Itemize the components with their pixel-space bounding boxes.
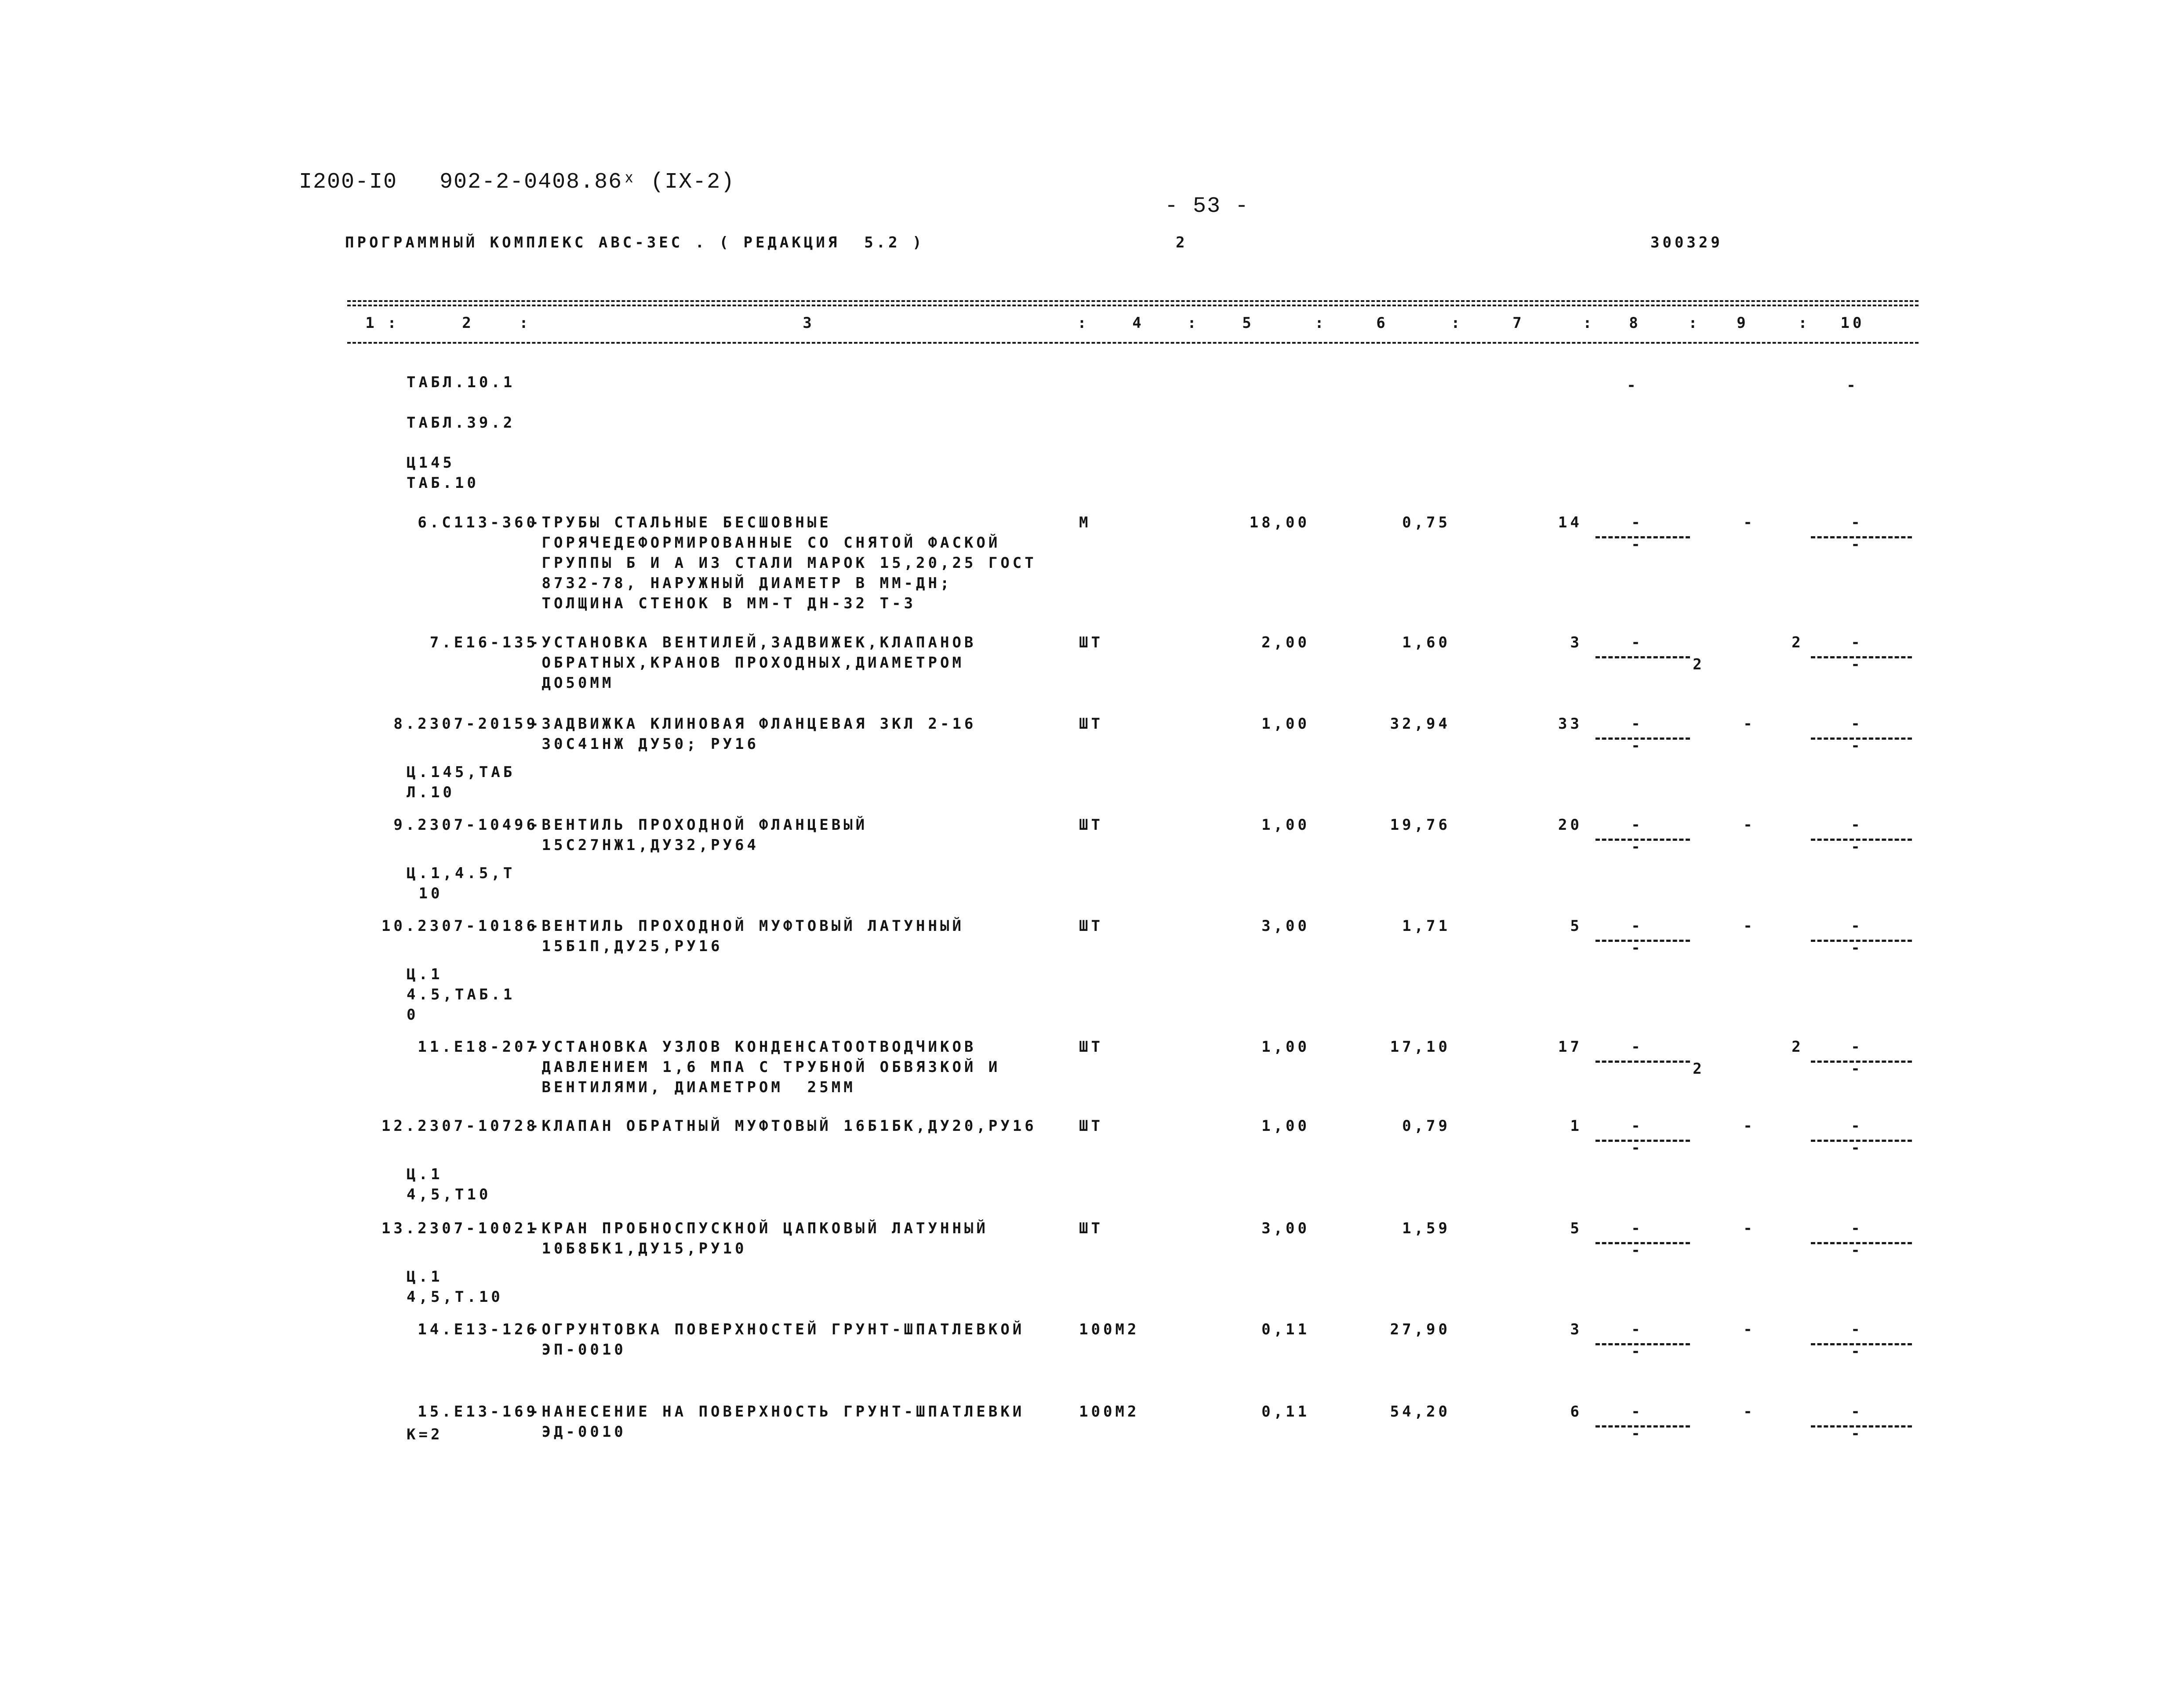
row-col8-top: - <box>1631 1321 1643 1338</box>
row-quantity: 1,00 <box>1261 1117 1310 1135</box>
row-unit: ШТ <box>1079 917 1103 935</box>
pre-note-2: ТАБЛ.39.2 <box>407 414 516 432</box>
row-note: Ц.1,4.5,Т 10 <box>407 865 516 902</box>
row-unit: ШТ <box>1079 1117 1103 1135</box>
pre-note-1: ТАБЛ.10.1 <box>407 374 516 391</box>
row-unit-price: 0,79 <box>1402 1117 1450 1135</box>
column-number-10: 10 <box>1840 314 1865 332</box>
row-col10-top: - <box>1851 634 1863 651</box>
row-unit: 100М2 <box>1079 1403 1140 1420</box>
column-number-3: 3 <box>803 314 815 332</box>
column-number-5: 5 <box>1242 314 1254 332</box>
row-total: 3 <box>1570 634 1582 651</box>
row-col10-bottom: - <box>1851 536 1863 553</box>
row-col10-top: - <box>1851 816 1863 834</box>
row-col8-top: - <box>1631 1220 1643 1237</box>
row-unit-price: 17,10 <box>1390 1038 1450 1056</box>
row-unit: ШТ <box>1079 816 1103 834</box>
row-col10-top: - <box>1851 1117 1863 1135</box>
column-number-2: 2 <box>462 314 474 332</box>
row-description: -ТРУБЫ СТАЛЬНЫЕ БЕСШОВНЫЕ ГОРЯЧЕДЕФОРМИРОВАННЫЕ СО СНЯТОЙ ФАСКОЙ ГРУППЫ Б И А ИЗ СТАЛИ МАРОК 15,20,25 ГОСТ 8732-78, НАРУЖНЫЙ ДИАМЕТР В ММ-ДН; ТОЛЩИНА СТЕНОК В ММ-Т ДН-32 Т-3 <box>530 514 1037 612</box>
row-col8-top: - <box>1631 634 1643 651</box>
row-col10-top: - <box>1851 1321 1863 1338</box>
pre-note-3: Ц145 ТАБ.10 <box>407 454 479 492</box>
row-col10-top: - <box>1851 917 1863 935</box>
row-unit: ШТ <box>1079 1038 1103 1056</box>
row-note: Ц.1 4.5,ТАБ.1 0 <box>407 966 516 1024</box>
row-description: -ВЕНТИЛЬ ПРОХОДНОЙ ФЛАНЦЕВЫЙ 15С27НЖ1,ДУ32,РУ64 <box>530 816 868 854</box>
table-top-rule <box>347 300 1919 302</box>
row-col9: - <box>1743 816 1755 834</box>
row-code: 11.Е18-207 <box>418 1038 538 1056</box>
row-quantity: 0,11 <box>1261 1321 1310 1338</box>
column-separator: : <box>1077 314 1090 332</box>
row-col8-top: - <box>1631 514 1643 531</box>
row-col10-bottom: - <box>1851 737 1863 755</box>
row-total: 14 <box>1558 514 1582 531</box>
row-col8-top: - <box>1631 816 1643 834</box>
row-code: 6.С113-360 <box>418 514 538 531</box>
row-col8-top: - <box>1631 917 1643 935</box>
row-description: -КРАН ПРОБНОСПУСКНОЙ ЦАПКОВЫЙ ЛАТУННЫЙ 10Б8БК1,ДУ15,РУ10 <box>530 1220 988 1257</box>
row-code: 13.2307-10021 <box>381 1220 538 1237</box>
row-total: 17 <box>1558 1038 1582 1056</box>
row-code: 7.Е16-135 <box>429 634 538 651</box>
program-title: ПРОГРАММНЫЙ КОМПЛЕКС АВС-ЗЕС . ( РЕДАКЦИЯ 5.2 ) <box>345 234 925 251</box>
row-col8-bottom: - <box>1631 1425 1643 1442</box>
row-col10-bottom: - <box>1851 838 1863 856</box>
row-col8-bottom: - <box>1631 536 1643 553</box>
row-quantity: 1,00 <box>1261 715 1310 733</box>
row-quantity: 0,11 <box>1261 1403 1310 1420</box>
row-col9: 2 <box>1792 634 1804 651</box>
row-total: 5 <box>1570 1220 1582 1237</box>
row-unit-price: 1,59 <box>1402 1220 1450 1237</box>
row-total: 5 <box>1570 917 1582 935</box>
row-note: Ц.1 4,5,Т10 <box>407 1166 491 1203</box>
row-description: -КЛАПАН ОБРАТНЫЙ МУФТОВЫЙ 16Б1БК,ДУ20,РУ16 <box>530 1117 1037 1135</box>
row-quantity: 1,00 <box>1261 816 1310 834</box>
row-unit-price: 19,76 <box>1390 816 1450 834</box>
row-col9: - <box>1743 1117 1755 1135</box>
column-number-7: 7 <box>1512 314 1525 332</box>
row-description: -УСТАНОВКА ВЕНТИЛЕЙ,ЗАДВИЖЕК,КЛАПАНОВ ОБРАТНЫХ,КРАНОВ ПРОХОДНЫХ,ДИАМЕТРОМ ДО50ММ <box>530 634 977 692</box>
row-col8-bottom: - <box>1631 939 1643 957</box>
column-separator: : <box>1451 314 1463 332</box>
row-code: 10.2307-10186 <box>381 917 538 935</box>
column-separator: : <box>1688 314 1701 332</box>
column-number-9: 9 <box>1737 314 1749 332</box>
row-code: 15.Е13-169 <box>418 1403 538 1420</box>
row-unit-price: 1,60 <box>1402 634 1450 651</box>
row-col9: - <box>1743 514 1755 531</box>
row-code: 9.2307-10496 <box>393 816 538 834</box>
row-col8-bottom: 2 <box>1693 1060 1705 1078</box>
sheet-number: 2 <box>1176 234 1188 251</box>
column-number-8: 8 <box>1629 314 1641 332</box>
row-total: 3 <box>1570 1321 1582 1338</box>
row-col9: - <box>1743 1220 1755 1237</box>
row-col10-bottom: - <box>1851 1242 1863 1259</box>
row-description: -ОГРУНТОВКА ПОВЕРХНОСТЕЙ ГРУНТ-ШПАТЛЕВКОЙ ЭП-0010 <box>530 1321 1025 1359</box>
row-col8-top: - <box>1631 1403 1643 1420</box>
row-col10-top: - <box>1851 1403 1863 1420</box>
row-note: Ц.1 4,5,Т.10 <box>407 1268 503 1306</box>
row-col10-bottom: - <box>1851 939 1863 957</box>
row-col10-top: - <box>1851 1220 1863 1237</box>
row-quantity: 3,00 <box>1261 1220 1310 1237</box>
row-col10-top: - <box>1851 1038 1863 1056</box>
column-separator: : <box>387 314 400 332</box>
row-code: 14.Е13-126 <box>418 1321 538 1338</box>
row-col8-bottom: - <box>1631 737 1643 755</box>
row-code: 12.2307-10728 <box>381 1117 538 1135</box>
pre-mark-col8: - <box>1627 377 1639 394</box>
column-separator: : <box>1187 314 1199 332</box>
row-unit: 100М2 <box>1079 1321 1140 1338</box>
row-quantity: 1,00 <box>1261 1038 1310 1056</box>
row-total: 20 <box>1558 816 1582 834</box>
row-code: 8.2307-20159 <box>393 715 538 733</box>
row-col9: - <box>1743 1403 1755 1420</box>
row-unit: ШТ <box>1079 715 1103 733</box>
row-note: Ц.145,ТАБ Л.10 <box>407 763 516 801</box>
row-description: -УСТАНОВКА УЗЛОВ КОНДЕНСАТООТВОДЧИКОВ ДАВЛЕНИЕМ 1,6 МПА С ТРУБНОЙ ОБВЯЗКОЙ И ВЕНТИЛЯМИ, ДИАМЕТРОМ 25ММ <box>530 1038 1001 1096</box>
row-description: -ЗАДВИЖКА КЛИНОВАЯ ФЛАНЦЕВАЯ ЗКЛ 2-16 30С41НЖ ДУ50; РУ16 <box>530 715 977 753</box>
page-number: - 53 - <box>1165 194 1250 219</box>
row-total: 6 <box>1570 1403 1582 1420</box>
row-unit-price: 27,90 <box>1390 1321 1450 1338</box>
row-col8-bottom: - <box>1631 1343 1643 1360</box>
row-col9: - <box>1743 1321 1755 1338</box>
row-col8-bottom: - <box>1631 1242 1643 1259</box>
row-col10-top: - <box>1851 514 1863 531</box>
row-unit-price: 54,20 <box>1390 1403 1450 1420</box>
row-col9: 2 <box>1792 1038 1804 1056</box>
column-separator: : <box>1315 314 1327 332</box>
row-col10-bottom: - <box>1851 656 1863 673</box>
row-note: К=2 <box>407 1426 443 1443</box>
column-number-4: 4 <box>1132 314 1145 332</box>
column-separator: : <box>1583 314 1595 332</box>
row-col10-bottom: - <box>1851 1139 1863 1157</box>
row-description: -НАНЕСЕНИЕ НА ПОВЕРХНОСТЬ ГРУНТ-ШПАТЛЕВКИ ЭД-0010 <box>530 1403 1025 1441</box>
row-col10-bottom: - <box>1851 1060 1863 1078</box>
row-col10-top: - <box>1851 715 1863 733</box>
row-quantity: 3,00 <box>1261 917 1310 935</box>
row-unit-price: 1,71 <box>1402 917 1450 935</box>
row-total: 1 <box>1570 1117 1582 1135</box>
row-col8-rule <box>1595 656 1690 658</box>
row-col8-rule <box>1595 1061 1690 1063</box>
row-col10-bottom: - <box>1851 1343 1863 1360</box>
column-number-6: 6 <box>1376 314 1388 332</box>
document-number: 300329 <box>1650 234 1723 251</box>
row-unit: М <box>1079 514 1091 531</box>
row-total: 33 <box>1558 715 1582 733</box>
row-unit: ШТ <box>1079 634 1103 651</box>
pre-mark-col10: - <box>1846 377 1859 394</box>
row-col9: - <box>1743 715 1755 733</box>
row-col8-bottom: - <box>1631 838 1643 856</box>
row-quantity: 2,00 <box>1261 634 1310 651</box>
row-quantity: 18,00 <box>1249 514 1310 531</box>
row-col8-top: - <box>1631 715 1643 733</box>
table-top-rule-2 <box>347 305 1919 306</box>
column-separator: : <box>1798 314 1810 332</box>
row-col8-bottom: - <box>1631 1139 1643 1157</box>
row-unit: ШТ <box>1079 1220 1103 1237</box>
table-header-rule <box>347 342 1919 344</box>
row-unit-price: 32,94 <box>1390 715 1450 733</box>
row-col8-top: - <box>1631 1038 1643 1056</box>
column-separator: : <box>519 314 531 332</box>
column-number-1: 1 <box>365 314 378 332</box>
row-col9: - <box>1743 917 1755 935</box>
row-col8-bottom: 2 <box>1693 656 1705 673</box>
row-unit-price: 0,75 <box>1402 514 1450 531</box>
document-code: I200-I0 902-2-0408.86ˣ (IX-2) <box>299 170 735 195</box>
row-description: -ВЕНТИЛЬ ПРОХОДНОЙ МУФТОВЫЙ ЛАТУННЫЙ 15Б1П,ДУ25,РУ16 <box>530 917 964 955</box>
row-col8-top: - <box>1631 1117 1643 1135</box>
row-col10-bottom: - <box>1851 1425 1863 1442</box>
